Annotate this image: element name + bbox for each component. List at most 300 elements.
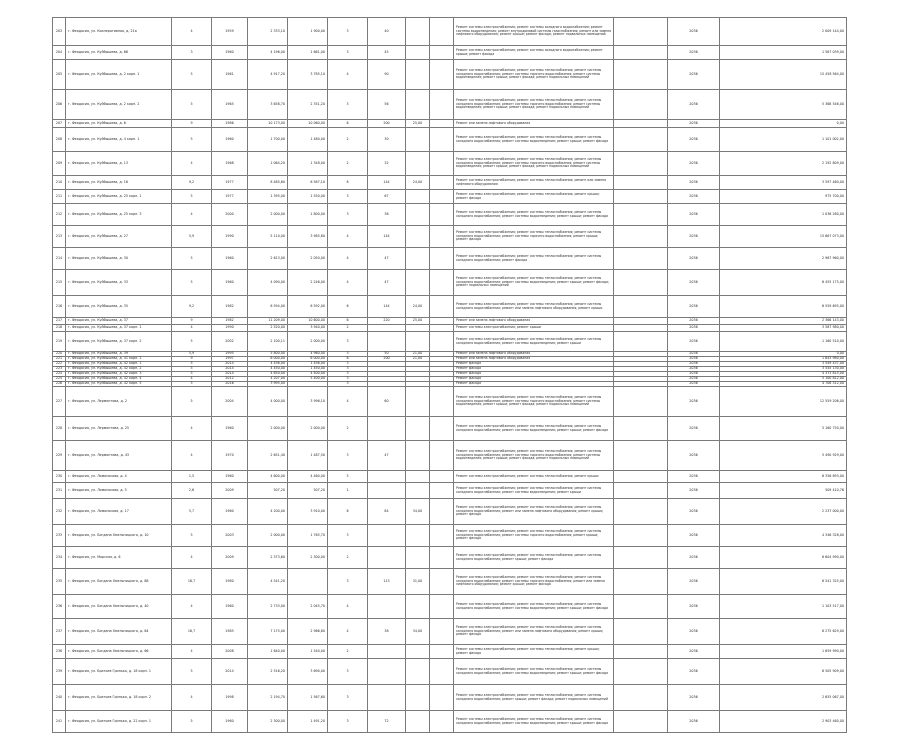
table-row <box>53 226 847 248</box>
row-year: 1982 <box>212 318 248 325</box>
row-year: 2014 <box>212 367 248 372</box>
row-works: Ремонт системы электроснабжения; ремонт системы теплоснабжения; ремонт системы холодного водоснабжения; ремонт системы водоотведения; ремонт крыши <box>454 483 614 499</box>
table-row <box>53 685 847 711</box>
row-number: 228 <box>53 417 66 441</box>
row-empty-cell <box>614 90 668 120</box>
row-sections: 5 <box>328 471 368 483</box>
row-planned-year: 2036 <box>668 18 720 46</box>
row-cost: 1 160 510,00 <box>720 332 847 352</box>
row-number: 229 <box>53 441 66 471</box>
row-living-area: 3 690,00 <box>288 659 328 685</box>
row-planned-year: 2036 <box>668 362 720 367</box>
row-living-area: 2 000,00 <box>288 417 328 441</box>
row-apartments: 50 <box>368 352 406 357</box>
row-floors: 4 <box>172 325 212 332</box>
row-planned-year: 2036 <box>668 176 720 190</box>
row-planned-year: 2036 <box>668 204 720 226</box>
register-table <box>52 17 847 733</box>
row-number: 205 <box>53 60 66 90</box>
row-planned-year: 2036 <box>668 248 720 270</box>
row-cost: 1 567 039,00 <box>720 46 847 60</box>
row-lifts <box>406 60 430 90</box>
row-sections: 3 <box>328 190 368 204</box>
row-sections: 4 <box>328 387 368 417</box>
row-apartments <box>368 525 406 547</box>
table-row <box>53 60 847 90</box>
table-row <box>53 332 847 352</box>
row-address: г. Феодосия, ул. Куйбышева, д. 25 корп. 3 <box>66 204 172 226</box>
row-living-area: 1 550,00 <box>288 190 328 204</box>
row-planned-year: 2036 <box>668 525 720 547</box>
row-works: Ремонт фасада <box>454 382 614 387</box>
row-address: г. Феодосия, ул. Куйбышева, д. 41 корп. 1 <box>66 357 172 362</box>
row-number: 208 <box>53 128 66 152</box>
row-number: 219 <box>53 332 66 352</box>
row-floors: 5 <box>172 382 212 387</box>
row-total-area: 2 373,60 <box>248 547 288 569</box>
row-number: 222 <box>53 362 66 367</box>
row-lifts: 31,00 <box>406 569 430 595</box>
row-sections: 3 <box>328 711 368 733</box>
table-row <box>53 547 847 569</box>
row-empty-cell <box>614 619 668 645</box>
row-empty-cell <box>614 685 668 711</box>
row-works: Ремонт системы электроснабжения; ремонт системы теплоснабжения; ремонт крыши <box>454 471 614 483</box>
row-cost: 4 708 312,00 <box>720 382 847 387</box>
row-empty-cell <box>430 569 454 595</box>
row-works: Ремонт или замена лифтового оборудования <box>454 120 614 128</box>
row-apartments: 36 <box>368 204 406 226</box>
row-floors: 5 <box>172 270 212 296</box>
row-year: 1995 <box>212 352 248 357</box>
row-cost: 2 903 460,00 <box>720 711 847 733</box>
table-row <box>53 270 847 296</box>
row-address: г. Феодосия, ул. Куйбышева, д. 42 корп. 4 <box>66 377 172 382</box>
row-empty-cell <box>614 711 668 733</box>
row-year: 1960 <box>212 471 248 483</box>
row-sections: 4 <box>328 270 368 296</box>
row-cost: 12 559 206,00 <box>720 387 847 417</box>
row-empty-cell <box>430 325 454 332</box>
row-year: 1985 <box>212 619 248 645</box>
row-cost: 4 373 815,00 <box>720 372 847 377</box>
row-planned-year: 2036 <box>668 441 720 471</box>
row-cost: 1 659 990,00 <box>720 645 847 659</box>
row-address: г. Феодосия, ул. Лермонтова, д. 43 <box>66 441 172 471</box>
table-row <box>53 318 847 325</box>
row-works: Ремонт системы электроснабжения; ремонт системы теплоснабжения; ремонт системы холодного водоснабжения; ремонт системы водоотведения; ремонт крыши <box>454 332 614 352</box>
row-sections: 2 <box>328 152 368 176</box>
row-planned-year: 2036 <box>668 226 720 248</box>
row-total-area: 2 194,70 <box>248 685 288 711</box>
table-row <box>53 619 847 645</box>
row-apartments <box>368 595 406 619</box>
row-living-area: 3 785,10 <box>288 60 328 90</box>
row-floors: 5 <box>172 248 212 270</box>
row-address: г. Феодосия, ул. Лермонтова, д. 2 <box>66 387 172 417</box>
row-empty-cell <box>430 90 454 120</box>
row-living-area: 1 450,00 <box>288 367 328 372</box>
row-sections: 4 <box>328 226 368 248</box>
row-living-area <box>288 569 328 595</box>
row-cost: 975 700,00 <box>720 190 847 204</box>
row-number: 239 <box>53 659 66 685</box>
row-year: 1990 <box>212 325 248 332</box>
row-works: Ремонт системы электроснабжения; ремонт системы теплоснабжения; ремонт системы холодного водоснабжения; ремонт системы горячего водоснабжения; ремонт системы водоотведения; ремонт крыши; ремонт фасада; ремонт подвальных помещений <box>454 387 614 417</box>
row-cost: 2 655 067,00 <box>720 685 847 711</box>
row-floors: 5 <box>172 128 212 152</box>
row-planned-year: 2036 <box>668 120 720 128</box>
row-planned-year: 2036 <box>668 270 720 296</box>
row-number: 207 <box>53 120 66 128</box>
row-total-area: 6 000,00 <box>248 357 288 362</box>
row-planned-year: 2036 <box>668 190 720 204</box>
row-year: 1968 <box>212 152 248 176</box>
row-address: г. Феодосия, ул. Куйбышева, д. 42 корп. 2 <box>66 367 172 372</box>
row-works: Ремонт системы электроснабжения; ремонт системы теплоснабжения; ремонт системы холодного водоснабжения; ремонт системы водоотведения; ремонт крыши; ремонт фасада <box>454 128 614 152</box>
table-row <box>53 120 847 128</box>
row-lifts <box>406 226 430 248</box>
row-planned-year: 2036 <box>668 357 720 362</box>
row-total-area: 4 456,00 <box>248 362 288 367</box>
row-empty-cell <box>614 325 668 332</box>
row-total-area: 8 485,60 <box>248 176 288 190</box>
row-works: Ремонт фасада <box>454 377 614 382</box>
row-planned-year: 2036 <box>668 318 720 325</box>
row-empty-cell <box>430 296 454 318</box>
row-living-area: 6 592,00 <box>288 296 328 318</box>
row-empty-cell <box>614 483 668 499</box>
row-total-area: 1 395,00 <box>248 190 288 204</box>
row-number: 226 <box>53 382 66 387</box>
row-total-area: 5 110,00 <box>248 226 288 248</box>
row-works: Ремонт системы электроснабжения; ремонт системы теплоснабжения; ремонт системы холодного водоснабжения; ремонт системы водоотведения; ремонт крыши; ремонт фасада <box>454 204 614 226</box>
row-sections: 4 <box>328 60 368 90</box>
row-cost: 0,00 <box>720 352 847 357</box>
row-floors: 5 <box>172 525 212 547</box>
row-address: г. Феодосия, ул. Куйбышева, д. 30 <box>66 248 172 270</box>
row-works: Ремонт фасада <box>454 372 614 377</box>
row-year: 2000 <box>212 204 248 226</box>
table-row <box>53 90 847 120</box>
table-row <box>53 711 847 733</box>
row-empty-cell <box>430 645 454 659</box>
row-total-area: 3 995,00 <box>248 382 288 387</box>
row-total-area: 2 516,20 <box>248 659 288 685</box>
row-empty-cell <box>430 471 454 483</box>
row-sections: 3 <box>328 685 368 711</box>
row-sections: 3 <box>328 525 368 547</box>
row-planned-year: 2036 <box>668 128 720 152</box>
row-empty-cell <box>614 471 668 483</box>
row-works: Ремонт системы электроснабжения; ремонт системы теплоснабжения; ремонт системы холодного водоснабжения; ремонт крыши; ремонт фасада; ремонт подвальных помещений <box>454 685 614 711</box>
row-floors: 5 <box>172 659 212 685</box>
row-floors: 4 <box>172 595 212 619</box>
row-year: 1980 <box>212 569 248 595</box>
row-works: Ремонт системы электроснабжения; ремонт системы теплоснабжения; ремонт системы холодного водоснабжения; ремонт системы водоотведения; ремонт крыши; ремонт фасада <box>454 417 614 441</box>
row-total-area: 2 300,00 <box>248 711 288 733</box>
row-sections: 2 <box>328 547 368 569</box>
row-total-area: 4 541,20 <box>248 569 288 595</box>
table-row <box>53 128 847 152</box>
table-row <box>53 296 847 318</box>
row-cost: 6 275 629,00 <box>720 619 847 645</box>
row-apartments: 30 <box>368 128 406 152</box>
row-year: 2014 <box>212 659 248 685</box>
row-apartments <box>368 325 406 332</box>
row-year: 2003 <box>212 525 248 547</box>
row-sections: 3 <box>328 382 368 387</box>
row-empty-cell <box>614 547 668 569</box>
row-floors: 4 <box>172 645 212 659</box>
row-total-area: 4 650,00 <box>248 372 288 377</box>
row-number: 234 <box>53 547 66 569</box>
row-number: 213 <box>53 226 66 248</box>
row-lifts <box>406 525 430 547</box>
row-year: 1986 <box>212 120 248 128</box>
table-row <box>53 190 847 204</box>
row-works: Ремонт системы электроснабжения; ремонт системы холодного водоснабжения; ремонт крыши; ремонт фасада <box>454 46 614 60</box>
row-sections: 6 <box>328 499 368 525</box>
row-number: 231 <box>53 483 66 499</box>
row-works: Ремонт системы электроснабжения; ремонт крыши <box>454 325 614 332</box>
row-works: Ремонт системы электроснабжения; ремонт системы теплоснабжения; ремонт системы холодного водоснабжения; ремонт или замена лифтового оборудования; ремонт крыши; ремонт фасада <box>454 499 614 525</box>
row-apartments <box>368 483 406 499</box>
row-living-area: 6 587,10 <box>288 176 328 190</box>
row-lifts <box>406 659 430 685</box>
row-empty-cell <box>614 569 668 595</box>
row-works: Ремонт системы электроснабжения; ремонт системы теплоснабжения; ремонт системы холодного водоснабжения; ремонт или замена лифтового оборудования; ремонт крыши; ремонт фасада <box>454 619 614 645</box>
row-total-area: 4 090,00 <box>248 270 288 296</box>
row-planned-year: 2036 <box>668 595 720 619</box>
row-year: 2008 <box>212 645 248 659</box>
row-address: г. Феодосия, ул. Куйбышева, д. 42 корп. 5 <box>66 382 172 387</box>
row-lifts: 25,00 <box>406 120 430 128</box>
row-floors: 5 <box>172 190 212 204</box>
row-apartments: 144 <box>368 176 406 190</box>
row-address: г. Феодосия, ул. Ломоносова, д. 4 <box>66 471 172 483</box>
row-empty-cell <box>614 120 668 128</box>
row-total-area: 4 450,00 <box>248 367 288 372</box>
row-empty-cell <box>614 270 668 296</box>
row-cost: 2 237 000,00 <box>720 499 847 525</box>
table-row <box>53 387 847 417</box>
row-address: г. Феодосия, ул. Ломоносова, д. 5 <box>66 483 172 499</box>
row-total-area: 4 196,00 <box>248 46 288 60</box>
row-number: 232 <box>53 499 66 525</box>
row-floors: 16,7 <box>172 569 212 595</box>
row-address: г. Феодосия, ул. Куйбышева, д. 37 <box>66 318 172 325</box>
row-address: г. Феодосия, ул. Куйбышева, д. 37 корп. 2 <box>66 332 172 352</box>
row-apartments: 67 <box>368 190 406 204</box>
row-year: 1982 <box>212 296 248 318</box>
table-row <box>53 204 847 226</box>
row-number: 215 <box>53 270 66 296</box>
row-year: 1960 <box>212 499 248 525</box>
row-empty-cell <box>430 120 454 128</box>
row-works: Ремонт системы электроснабжения; ремонт системы теплоснабжения; ремонт системы холодного водоснабжения; ремонт системы горячего водоснабжения; ремонт системы водоотведения; ремонт крыши; ремонт фасада; ремонт подвальных помещений <box>454 60 614 90</box>
row-planned-year: 2036 <box>668 332 720 352</box>
row-living-area: 4 460,00 <box>288 471 328 483</box>
row-empty-cell <box>430 332 454 352</box>
row-year: 1960 <box>212 46 248 60</box>
row-apartments: 60 <box>368 387 406 417</box>
row-living-area: 1 540,00 <box>288 645 328 659</box>
row-number: 230 <box>53 471 66 483</box>
row-empty-cell <box>430 417 454 441</box>
row-total-area: 2 733,00 <box>248 595 288 619</box>
row-cost: 1 101 002,00 <box>720 128 847 152</box>
row-year: 1961 <box>212 60 248 90</box>
row-total-area: 2 333,10 <box>248 18 288 46</box>
row-lifts: 34,00 <box>406 619 430 645</box>
row-empty-cell <box>430 128 454 152</box>
row-address: г. Феодосия, ул. Богдана Хмельницкого, д. 10 <box>66 525 172 547</box>
row-living-area: 2 351,20 <box>288 90 328 120</box>
row-living-area: 4 960,00 <box>288 352 328 357</box>
row-sections: 3 <box>328 367 368 372</box>
row-year: 1977 <box>212 176 248 190</box>
row-apartments <box>368 417 406 441</box>
row-cost: 1 643 980,00 <box>720 357 847 362</box>
row-empty-cell <box>614 60 668 90</box>
row-number: 235 <box>53 569 66 595</box>
row-address: г. Феодосия, ул. Богдана Хмельницкого, д. 66 <box>66 645 172 659</box>
row-floors: 5,9 <box>172 352 212 357</box>
row-sections: 3 <box>328 204 368 226</box>
table-row <box>53 499 847 525</box>
row-apartments <box>368 332 406 352</box>
row-floors: 5,7 <box>172 499 212 525</box>
row-total-area: 11 209,00 <box>248 318 288 325</box>
row-planned-year: 2036 <box>668 645 720 659</box>
row-planned-year: 2036 <box>668 483 720 499</box>
row-lifts <box>406 387 430 417</box>
row-lifts <box>406 248 430 270</box>
row-address: г. Феодосия, ул. Куйбышева, д. 2 корп. 2 <box>66 90 172 120</box>
row-works: Ремонт системы электроснабжения; ремонт системы теплоснабжения; ремонт системы холодного водоснабжения; ремонт системы горячего водоснабжения; ремонт системы водоотведения; ремонт крыши; ремонт фасада; ремонт подвальных помещений <box>454 441 614 471</box>
row-number: 203 <box>53 18 66 46</box>
row-works: Ремонт системы электроснабжения; ремонт системы теплоснабжения; ремонт системы холодного водоснабжения; ремонт системы горячего водоснабжения; ремонт или замена лифтового оборудования; ремонт крыши; ремонт фасада <box>454 569 614 595</box>
row-floors: 5 <box>172 90 212 120</box>
row-sections: 4 <box>328 619 368 645</box>
row-floors: 5 <box>172 332 212 352</box>
row-empty-cell <box>614 595 668 619</box>
row-year: 1960 <box>212 595 248 619</box>
row-number: 204 <box>53 46 66 60</box>
row-lifts <box>406 270 430 296</box>
row-lifts: 21,00 <box>406 352 430 357</box>
row-floors: 4 <box>172 204 212 226</box>
row-lifts <box>406 547 430 569</box>
row-apartments: 32 <box>368 152 406 176</box>
row-address: г. Феодосия, ул. Куйбышева, д. 25 корп. 1 <box>66 190 172 204</box>
row-empty-cell <box>614 190 668 204</box>
row-total-area: 2 613,00 <box>248 248 288 270</box>
row-living-area: 3 910,00 <box>288 499 328 525</box>
row-empty-cell <box>614 176 668 190</box>
row-address: г. Феодосия, ул. Куйбышева, д. 42 корп. 1 <box>66 362 172 367</box>
table-row <box>53 471 847 483</box>
row-year: 1960 <box>212 711 248 733</box>
row-living-area: 10 060,00 <box>288 120 328 128</box>
row-number: 210 <box>53 176 66 190</box>
row-works: Ремонт системы электроснабжения; ремонт системы теплоснабжения; ремонт или замена лифтового оборудования <box>454 176 614 190</box>
row-address: г. Феодосия, ул. Куйбышева, д. 39 <box>66 352 172 357</box>
row-sections: 3 <box>328 46 368 60</box>
row-address: г. Феодосия, ул. Куйбышева, д. 42 корп. 3 <box>66 372 172 377</box>
row-works: Ремонт системы электроснабжения; ремонт системы теплоснабжения; ремонт системы холодного водоснабжения; ремонт системы водоотведения; ремонт крыши; ремонт фасада <box>454 595 614 619</box>
row-apartments: 144 <box>368 296 406 318</box>
row-apartments: 40 <box>368 18 406 46</box>
row-total-area: 1 064,20 <box>248 152 288 176</box>
row-living-area: 2 966,80 <box>288 619 328 645</box>
row-planned-year: 2036 <box>668 685 720 711</box>
row-apartments: 72 <box>368 711 406 733</box>
row-living-area: 1 480,00 <box>288 128 328 152</box>
row-living-area: 2 300,00 <box>288 547 328 569</box>
row-cost: 2 967 960,00 <box>720 248 847 270</box>
row-empty-cell <box>430 60 454 90</box>
row-number: 211 <box>53 190 66 204</box>
row-sections: 6 <box>328 296 368 318</box>
row-lifts <box>406 483 430 499</box>
row-apartments <box>368 471 406 483</box>
row-sections: 3 <box>328 90 368 120</box>
row-empty-cell <box>430 441 454 471</box>
row-works: Ремонт фасада <box>454 362 614 367</box>
row-total-area: 4 917,20 <box>248 60 288 90</box>
row-total-area: 1 640,00 <box>248 645 288 659</box>
row-empty-cell <box>430 18 454 46</box>
table-row <box>53 248 847 270</box>
row-apartments: 144 <box>368 226 406 248</box>
row-cost: 509 410,76 <box>720 483 847 499</box>
row-living-area: 2 050,00 <box>288 248 328 270</box>
row-number: 218 <box>53 325 66 332</box>
table-row <box>53 46 847 60</box>
row-floors: 9 <box>172 357 212 362</box>
row-address: г. Феодосия, ул. Кооперативная, д. 21а <box>66 18 172 46</box>
row-planned-year: 2036 <box>668 152 720 176</box>
row-sections: 3 <box>328 659 368 685</box>
row-cost: 1 103 517,00 <box>720 595 847 619</box>
row-year: 1960 <box>212 270 248 296</box>
row-apartments: 200 <box>368 120 406 128</box>
row-planned-year: 2036 <box>668 325 720 332</box>
row-address: г. Феодосия, ул. Богдана Хмельницкого, д. 40 <box>66 595 172 619</box>
row-number: 241 <box>53 711 66 733</box>
row-cost: 2 009 144,00 <box>720 18 847 46</box>
row-empty-cell <box>614 152 668 176</box>
row-year: 1998 <box>212 685 248 711</box>
row-empty-cell <box>614 128 668 152</box>
row-sections: 1 <box>328 483 368 499</box>
row-empty-cell <box>430 190 454 204</box>
row-floors: 5 <box>172 60 212 90</box>
table-row <box>53 659 847 685</box>
row-floors: 4 <box>172 377 212 382</box>
row-total-area: 2 520,00 <box>248 325 288 332</box>
row-total-area: 507,20 <box>248 483 288 499</box>
row-cost: 1 036 280,00 <box>720 204 847 226</box>
row-planned-year: 2036 <box>668 619 720 645</box>
row-lifts <box>406 332 430 352</box>
row-cost: 4 346 328,00 <box>720 525 847 547</box>
row-cost: 3 549 437,00 <box>720 362 847 367</box>
row-total-area: 4 200,00 <box>248 499 288 525</box>
row-cost: 2 366 143,00 <box>720 318 847 325</box>
